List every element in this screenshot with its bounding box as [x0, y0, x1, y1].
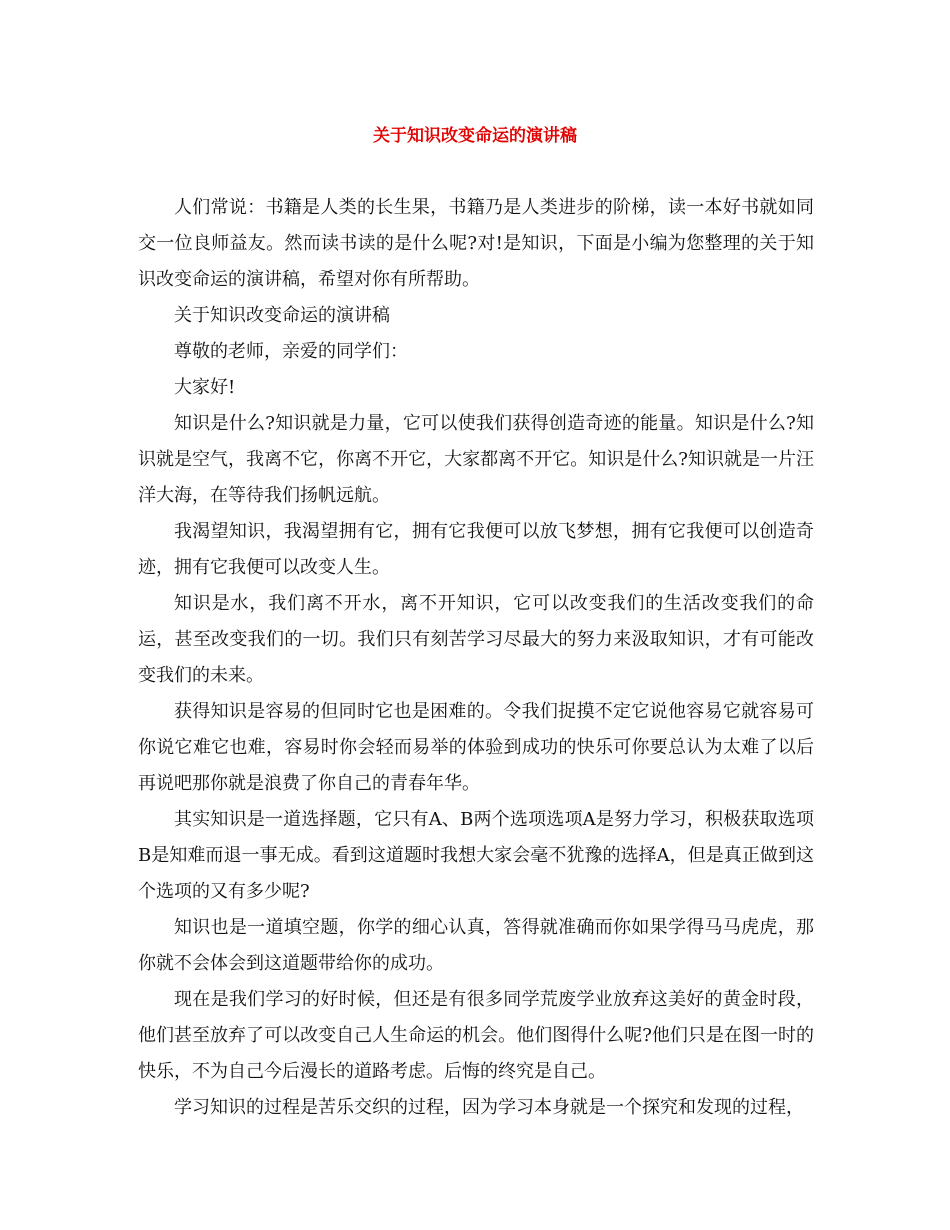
paragraph-body: 知识是水，我们离不开水，离不开知识，它可以改变我们的生活改变我们的命运，甚至改变我们的一切。我们只有刻苦学习尽最大的努力来汲取知识，才有可能改变我们的未来。	[138, 593, 814, 686]
paragraph-body: 获得知识是容易的但同时它也是困难的。令我们捉摸不定它说他容易它就容易可你说它难它也难，容易时你会轻而易举的体验到成功的快乐可你要总认为太难了以后再说吧那你就是浪费了你自己的青春年华。	[138, 701, 814, 794]
paragraph-greeting: 大家好!	[174, 377, 236, 398]
paragraph-salutation: 尊敬的老师，亲爱的同学们：	[174, 341, 408, 362]
document-title: 关于知识改变命运的演讲稿	[373, 126, 577, 146]
document-body	[138, 190, 814, 1126]
paragraph-body: 其实知识是一道选择题，它只有A、B两个选项选项A是努力学习，积极获取选项B是知难而退一事无成。看到这道题时我想大家会毫不犹豫的选择A，但是真正做到这个选项的又有多少呢?	[138, 809, 814, 902]
paragraph-body: 我渴望知识，我渴望拥有它，拥有它我便可以放飞梦想，拥有它我便可以创造奇迹，拥有它我便可以改变人生。	[138, 521, 814, 578]
paragraph-body: 知识也是一道填空题，你学的细心认真，答得就准确而你如果学得马马虎虎，那你就不会体会到这道题带给你的成功。	[138, 917, 814, 974]
paragraph-body: 现在是我们学习的好时候，但还是有很多同学荒废学业放弃这美好的黄金时段，他们甚至放弃了可以改变自己人生命运的机会。他们图得什么呢?他们只是在图一时的快乐，不为自己今后漫长的道路考虑。后悔的终究是自己。	[138, 989, 814, 1082]
paragraph-body: 知识是什么?知识就是力量，它可以使我们获得创造奇迹的能量。知识是什么?知识就是空气，我离不它，你离不开它，大家都离不开它。知识是什么?知识就是一片汪洋大海，在等待我们扬帆远航。	[138, 413, 814, 506]
paragraph-body: 学习知识的过程是苦乐交织的过程，因为学习本身就是一个探究和发现的过程，	[174, 1097, 804, 1118]
paragraph-intro: 人们常说：书籍是人类的长生果，书籍乃是人类进步的阶梯，读一本好书就如同交一位良师益友。然而读书读的是什么呢?对!是知识，下面是小编为您整理的关于知识改变命运的演讲稿，希望对你有所帮助。	[138, 197, 814, 290]
paragraph-subtitle: 关于知识改变命运的演讲稿	[174, 305, 390, 326]
